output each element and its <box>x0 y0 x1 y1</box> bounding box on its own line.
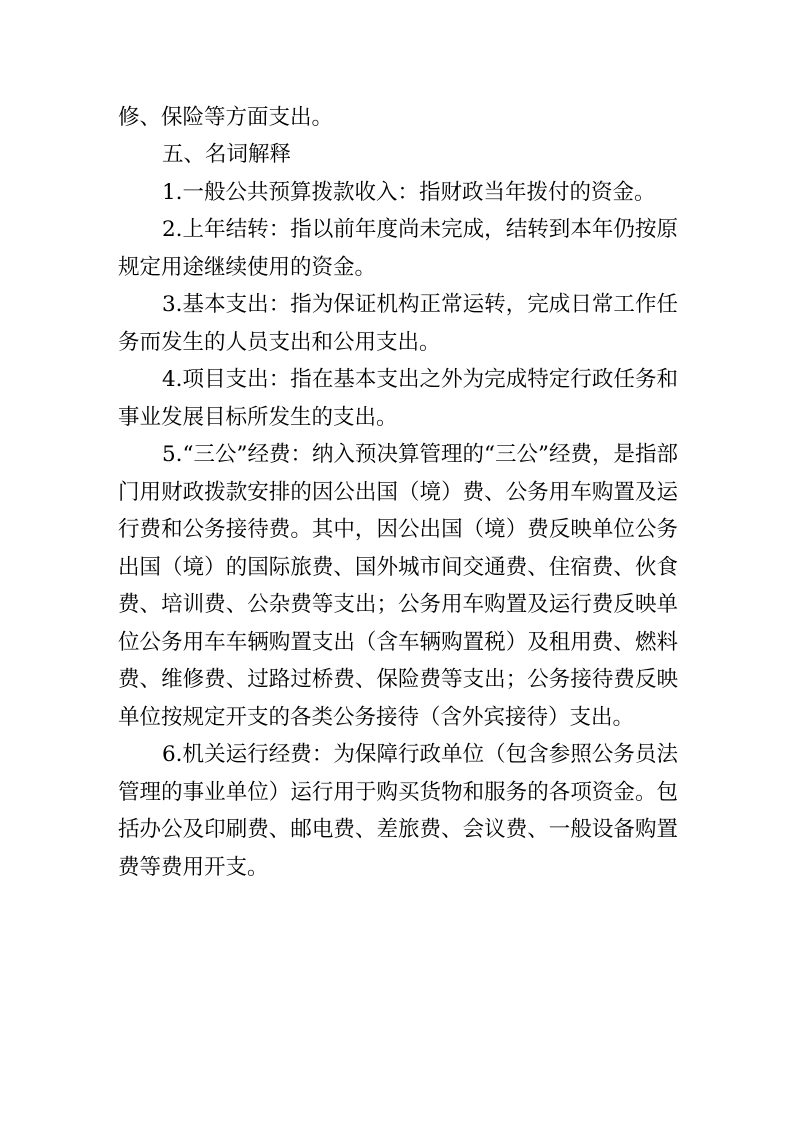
definition-line: 6.机关运行经费：为保障行政单位（包含参照公务员法 <box>162 742 678 768</box>
text-line: 规定用途继续使用的资金。 <box>118 254 377 280</box>
text-line: 括办公及印刷费、邮电费、差旅费、会议费、一般设备购置 <box>118 817 678 843</box>
text-line: 单位按规定开支的各类公务接待（含外宾接待）支出。 <box>118 704 635 730</box>
definition-line: 2.上年结转：指以前年度尚未完成，结转到本年仍按原 <box>162 217 678 243</box>
section-heading: 五、名词解释 <box>162 142 292 168</box>
text-line: 费、培训费、公杂费等支出；公务用车购置及运行费反映单 <box>118 592 678 618</box>
definition-line: 5.“三公”经费：纳入预决算管理的“三公”经费，是指部 <box>162 442 678 468</box>
text-line: 务而发生的人员支出和公用支出。 <box>118 329 441 355</box>
text-line: 费等费用开支。 <box>118 854 269 880</box>
document-body <box>118 100 678 887</box>
text-line: 事业发展目标所发生的支出。 <box>118 404 398 430</box>
text-line: 管理的事业单位）运行用于购买货物和服务的各项资金。包 <box>118 779 678 805</box>
text-line: 出国（境）的国际旅费、国外城市间交通费、住宿费、伙食 <box>118 554 678 580</box>
text-line: 行费和公务接待费。其中，因公出国（境）费反映单位公务 <box>118 517 678 543</box>
text-line: 修、保险等方面支出。 <box>118 105 334 130</box>
definition-line: 4.项目支出：指在基本支出之外为完成特定行政任务和 <box>162 367 678 393</box>
text-line: 门用财政拨款安排的因公出国（境）费、公务用车购置及运 <box>118 479 678 505</box>
text-line: 位公务用车车辆购置支出（含车辆购置税）及租用费、燃料 <box>118 629 678 655</box>
definition-line: 1.一般公共预算拨款收入：指财政当年拨付的资金。 <box>162 179 656 205</box>
text-line: 费、维修费、过路过桥费、保险费等支出；公务接待费反映 <box>118 667 678 693</box>
definition-line: 3.基本支出：指为保证机构正常运转，完成日常工作任 <box>162 292 678 318</box>
